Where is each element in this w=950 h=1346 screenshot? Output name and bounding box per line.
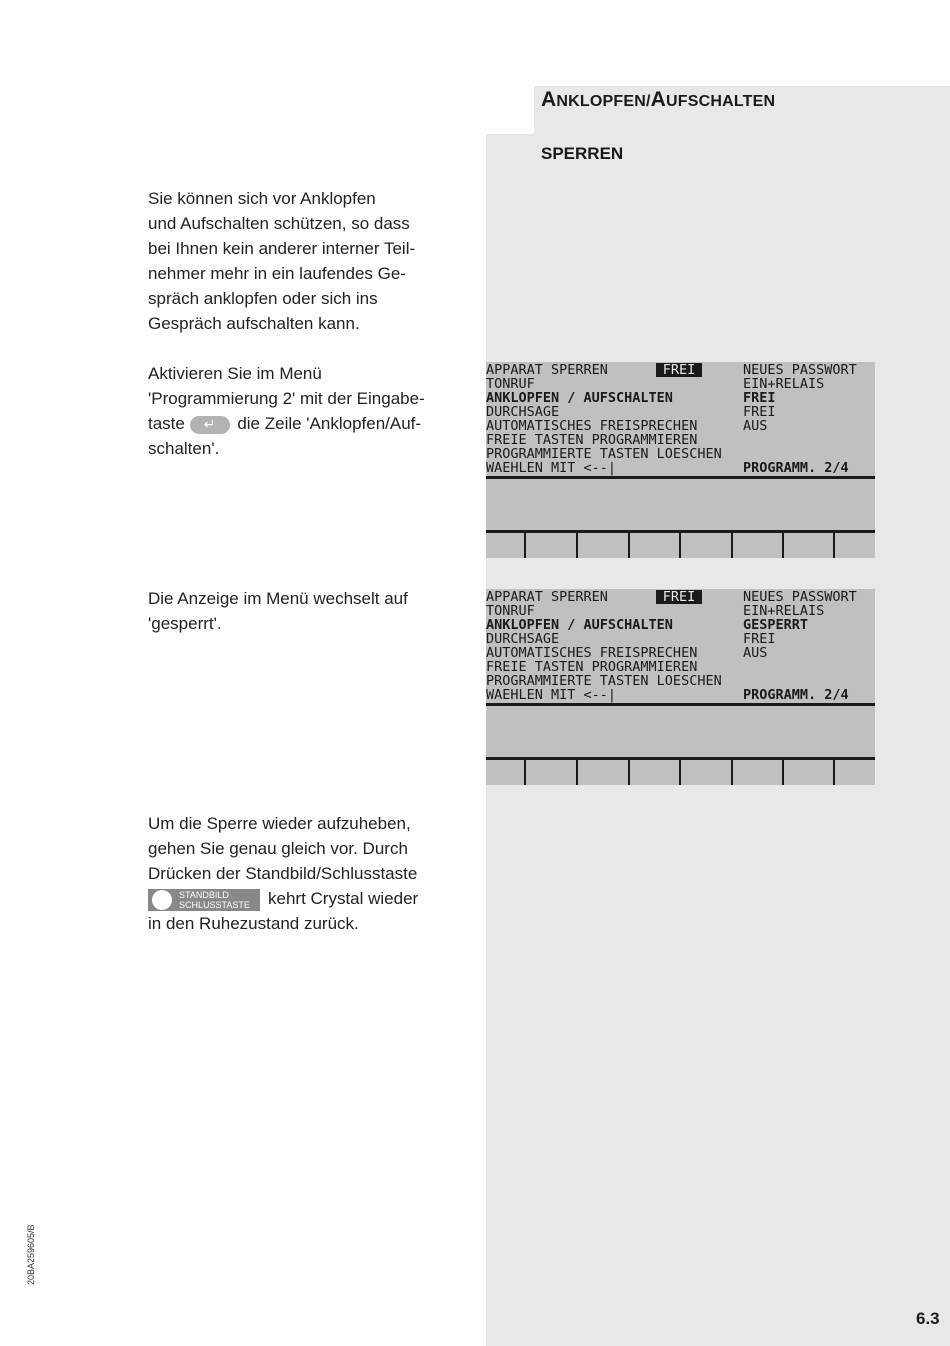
lcd-row-value: FREI	[743, 631, 776, 647]
softkey-divider	[679, 760, 681, 785]
page-number: 6.3	[916, 1309, 940, 1328]
lcd-row-value: FREI	[743, 404, 776, 420]
lcd-row-label: PROGRAMMIERTE TASTEN LOESCHEN	[486, 673, 722, 689]
lcd-row-value: NEUES PASSWORT	[743, 362, 857, 378]
lcd-row-label: ANKLOPFEN / AUFSCHALTEN	[486, 617, 673, 633]
lcd-screen	[486, 589, 875, 703]
standbild-key-icon: STANDBILD SCHLUSSTASTE	[148, 889, 260, 911]
lcd-row	[486, 688, 875, 702]
lcd-row	[486, 646, 875, 660]
softkey-divider	[679, 533, 681, 558]
lcd-row	[486, 377, 875, 391]
lcd-row-label: WAEHLEN MIT <--|	[486, 687, 617, 703]
lcd-row-value: AUS	[743, 418, 768, 434]
lcd-row-value: PROGRAMM. 2/4	[743, 460, 849, 476]
lcd-row-label: WAEHLEN MIT <--|	[486, 460, 617, 476]
change-paragraph: Die Anzeige im Menü wechselt auf 'gesperrt'.	[148, 589, 408, 633]
enter-key-icon: ↵	[190, 416, 230, 434]
lcd-row-label: AUTOMATISCHES FREISPRECHEN	[486, 418, 698, 434]
softkey-divider	[782, 760, 784, 785]
lcd-inverse-value: FREI	[656, 590, 702, 604]
lcd-row	[486, 419, 875, 433]
softkey-divider	[782, 533, 784, 558]
lcd-row-value: EIN+RELAIS	[743, 376, 825, 392]
lcd-row-value: PROGRAMM. 2/4	[743, 687, 849, 703]
lcd-row-label: DURCHSAGE	[486, 404, 560, 420]
lcd-row	[486, 405, 875, 419]
display-before	[486, 362, 875, 558]
lcd-screen	[486, 362, 875, 476]
softkey-divider	[576, 533, 578, 558]
softkey-divider	[731, 760, 733, 785]
softkey-divider	[576, 760, 578, 785]
lcd-row	[486, 618, 875, 632]
lcd-row-label: TONRUF	[486, 603, 535, 619]
lcd-row	[486, 391, 875, 405]
lcd-row	[486, 433, 875, 447]
lcd-row	[486, 632, 875, 646]
activate-paragraph: Aktivieren Sie im Menü 'Programmierung 2' mit der Eingabe- taste ↵ die Zeile 'Anklopfen/Auf- schalten'.	[148, 364, 425, 458]
lcd-row	[486, 363, 875, 377]
softkey-divider	[731, 533, 733, 558]
softkey-divider	[628, 533, 630, 558]
lcd-row	[486, 461, 875, 475]
intro-paragraph: Sie können sich vor Anklopfen und Aufschalten schützen, so dass bei Ihnen kein anderer interner Teil- nehmer mehr in ein laufendes Ge- spräch anklopfen oder sich ins Gespräch aufschalten kann.	[148, 189, 416, 333]
lcd-row-label: FREIE TASTEN PROGRAMMIEREN	[486, 659, 698, 675]
lcd-divider	[486, 703, 875, 706]
lcd-row	[486, 590, 875, 604]
softkey-divider	[628, 760, 630, 785]
release-paragraph: Um die Sperre wieder aufzuheben, gehen Sie genau gleich vor. Durch Drücken der Standbild/Schlusstaste STANDBILD SCHLUSSTASTE kehrt Crystal wieder in den Ruhezustand zurück.	[148, 814, 419, 933]
lcd-row	[486, 674, 875, 688]
lcd-row	[486, 447, 875, 461]
lcd-row-label: APPARAT SPERREN	[486, 589, 608, 605]
lcd-row-label: FREIE TASTEN PROGRAMMIEREN	[486, 432, 698, 448]
document-code: 20BA259605/B	[26, 1224, 36, 1285]
lcd-row-value: EIN+RELAIS	[743, 603, 825, 619]
lcd-row-value: FREI	[743, 390, 776, 406]
softkey-divider	[833, 533, 835, 558]
softkey-divider	[833, 760, 835, 785]
softkey-divider	[524, 760, 526, 785]
display-after	[486, 589, 875, 785]
lcd-row	[486, 660, 875, 674]
lcd-row-label: DURCHSAGE	[486, 631, 560, 647]
lcd-divider	[486, 476, 875, 479]
lcd-row-label: APPARAT SPERREN	[486, 362, 608, 378]
lcd-row-label: PROGRAMMIERTE TASTEN LOESCHEN	[486, 446, 722, 462]
section-title: SPERREN	[541, 144, 624, 163]
lcd-inverse-value: FREI	[656, 363, 702, 377]
lcd-row-label: AUTOMATISCHES FREISPRECHEN	[486, 645, 698, 661]
lcd-row-value: NEUES PASSWORT	[743, 589, 857, 605]
page-title: ANKLOPFEN/AUFSCHALTEN	[541, 88, 776, 111]
lcd-row-value: GESPERRT	[743, 617, 809, 633]
lcd-row-label: ANKLOPFEN / AUFSCHALTEN	[486, 390, 673, 406]
lcd-row	[486, 604, 875, 618]
softkey-divider	[524, 533, 526, 558]
lcd-row-label: TONRUF	[486, 376, 535, 392]
lcd-row-value: AUS	[743, 645, 768, 661]
